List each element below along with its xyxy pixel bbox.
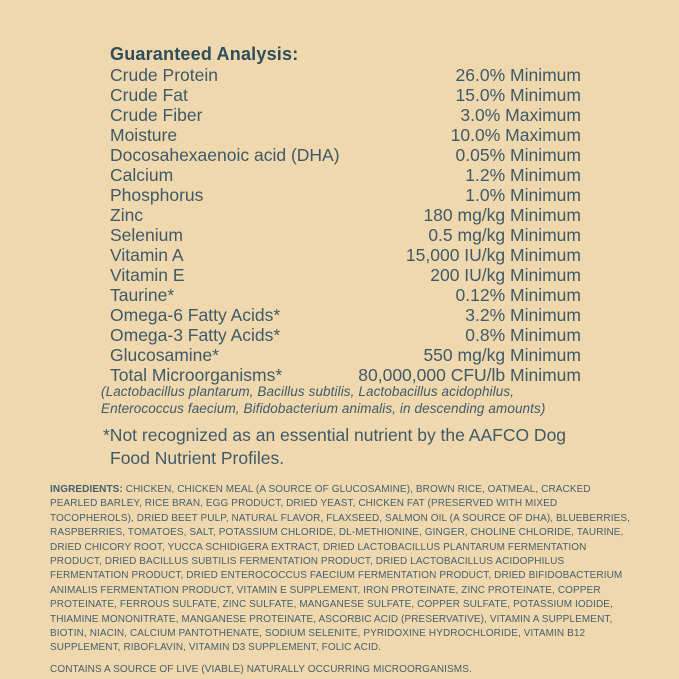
nutrient-row — [110, 305, 581, 325]
guaranteed-analysis-heading: Guaranteed Analysis: — [110, 44, 299, 64]
nutrient-row — [110, 245, 581, 265]
nutrient-row — [110, 85, 581, 105]
microorganisms-species-note: (Lactobacillus plantarum, Bacillus subtilis, Lactobacillus acidophilus, Enterococcus faecium, Bifidobacterium animalis, in descending amounts) — [101, 384, 546, 416]
nutrient-row — [110, 105, 581, 125]
guaranteed-analysis-section — [110, 44, 581, 385]
nutrient-label: Vitamin A — [110, 245, 184, 265]
nutrient-row — [110, 185, 581, 205]
nutrient-label: Moisture — [110, 125, 178, 145]
nutrient-label: Omega-6 Fatty Acids* — [110, 305, 281, 325]
guaranteed-analysis-rows — [110, 65, 581, 385]
nutrient-label: Crude Protein — [110, 65, 218, 85]
nutrient-value: 3.2% Minimum — [465, 305, 581, 325]
ingredients-label: INGREDIENTS: — [50, 484, 123, 495]
nutrient-value: 550 mg/kg Minimum — [423, 345, 581, 365]
ingredients-section — [50, 483, 640, 677]
nutrient-label: Zinc — [110, 205, 144, 225]
ingredients-list-text: CHICKEN, CHICKEN MEAL (A SOURCE OF GLUCOSAMINE), BROWN RICE, OATMEAL, CRACKED PEARLED BARLEY, RICE BRAN, EGG PRODUCT, DRIED YEAST, CHICKEN FAT (PRESERVED WITH MIXED TOCOPHEROLS), DRIED BEET PULP, NATURAL FLAVOR, FLAXSEED, SALMON OIL (A SOURCE OF DHA), BLUEBERRIES, RASPBERRIES, TOMATOES, SALT, POTASSIUM CHLORIDE, DL-METHIONINE, GINGER, CHOLINE CHLORIDE, TAURINE, DRIED CHICORY ROOT, YUCCA SCHIDIGERA EXTRACT, DRIED LACTOBACILLUS PLANTARUM FERMENTATION PRODUCT, DRIED BACILLUS SUBTILIS FERMENTATION PRODUCT, DRIED LACTOBACILLUS ACIDOPHILUS FERMENTATION PRODUCT, DRIED ENTEROCOCCUS FAECIUM FERMENTATION PRODUCT, DRIED BIFIDOBACTERIUM ANIMALIS FERMENTATION PRODUCT, VITAMIN E SUPPLEMENT, IRON PROTEINATE, ZINC PROTEINATE, COPPER PROTEINATE, FERROUS SULFATE, ZINC SULFATE, MANGANESE SULFATE, COPPER SULFATE, POTASSIUM IODIDE, THIAMINE MONONITRATE, MANGANESE PROTEINATE, ASCORBIC ACID (PRESERVATIVE), VITAMIN A SUPPLEMENT, BIOTIN, NIACIN, CALCIUM PANTOTHENATE, SODIUM SELENITE, PYRIDOXINE HYDROCHLORIDE, VITAMIN B12 SUPPLEMENT, RIBOFLAVIN, VITAMIN D3 SUPPLEMENT, FOLIC ACID. — [50, 484, 631, 654]
nutrient-value: 0.12% Minimum — [455, 285, 581, 305]
nutrient-value: 3.0% Maximum — [460, 105, 581, 125]
nutrient-value: 1.0% Minimum — [465, 185, 581, 205]
ingredients-paragraph — [50, 483, 640, 656]
nutrient-value: 80,000,000 CFU/lb Minimum — [358, 365, 581, 385]
nutrient-label: Calcium — [110, 165, 174, 185]
aafco-footnote: *Not recognized as an essential nutrient by the AAFCO Dog Food Nutrient Profiles. — [103, 425, 567, 468]
nutrient-label: Taurine* — [110, 285, 175, 305]
nutrient-value: 200 IU/kg Minimum — [430, 265, 581, 285]
nutrient-row — [110, 205, 581, 225]
nutrient-label: Crude Fat — [110, 85, 188, 105]
nutrient-row — [110, 125, 581, 145]
nutrient-value: 26.0% Minimum — [455, 65, 581, 85]
nutrient-row — [110, 365, 581, 385]
nutrient-value: 0.5 mg/kg Minimum — [428, 225, 581, 245]
nutrient-value: 0.8% Minimum — [465, 325, 581, 345]
nutrient-row — [110, 225, 581, 245]
nutrient-label: Vitamin E — [110, 265, 185, 285]
nutrient-row — [110, 145, 581, 165]
nutrient-label: Omega-3 Fatty Acids* — [110, 325, 281, 345]
nutrient-value: 15,000 IU/kg Minimum — [405, 245, 581, 265]
nutrient-label: Crude Fiber — [110, 105, 203, 125]
contains-live-microorganisms-note: CONTAINS A SOURCE OF LIVE (VIABLE) NATURALLY OCCURRING MICROORGANISMS. — [50, 663, 472, 675]
nutrient-label: Docosahexaenoic acid (DHA) — [110, 145, 340, 165]
nutrient-label: Selenium — [110, 225, 183, 245]
nutrient-label: Glucosamine* — [110, 345, 219, 365]
nutrient-row — [110, 345, 581, 365]
nutrient-row — [110, 265, 581, 285]
nutrient-value: 15.0% Minimum — [455, 85, 581, 105]
nutrient-value: 10.0% Maximum — [450, 125, 581, 145]
nutrient-value: 180 mg/kg Minimum — [423, 205, 581, 225]
nutrient-row — [110, 325, 581, 345]
nutrient-row — [110, 165, 581, 185]
nutrient-value: 1.2% Minimum — [465, 165, 581, 185]
nutrient-label: Total Microorganisms* — [110, 365, 283, 385]
nutrient-row — [110, 65, 581, 85]
nutrient-value: 0.05% Minimum — [455, 145, 581, 165]
nutrient-label: Phosphorus — [110, 185, 204, 205]
nutrient-row — [110, 285, 581, 305]
